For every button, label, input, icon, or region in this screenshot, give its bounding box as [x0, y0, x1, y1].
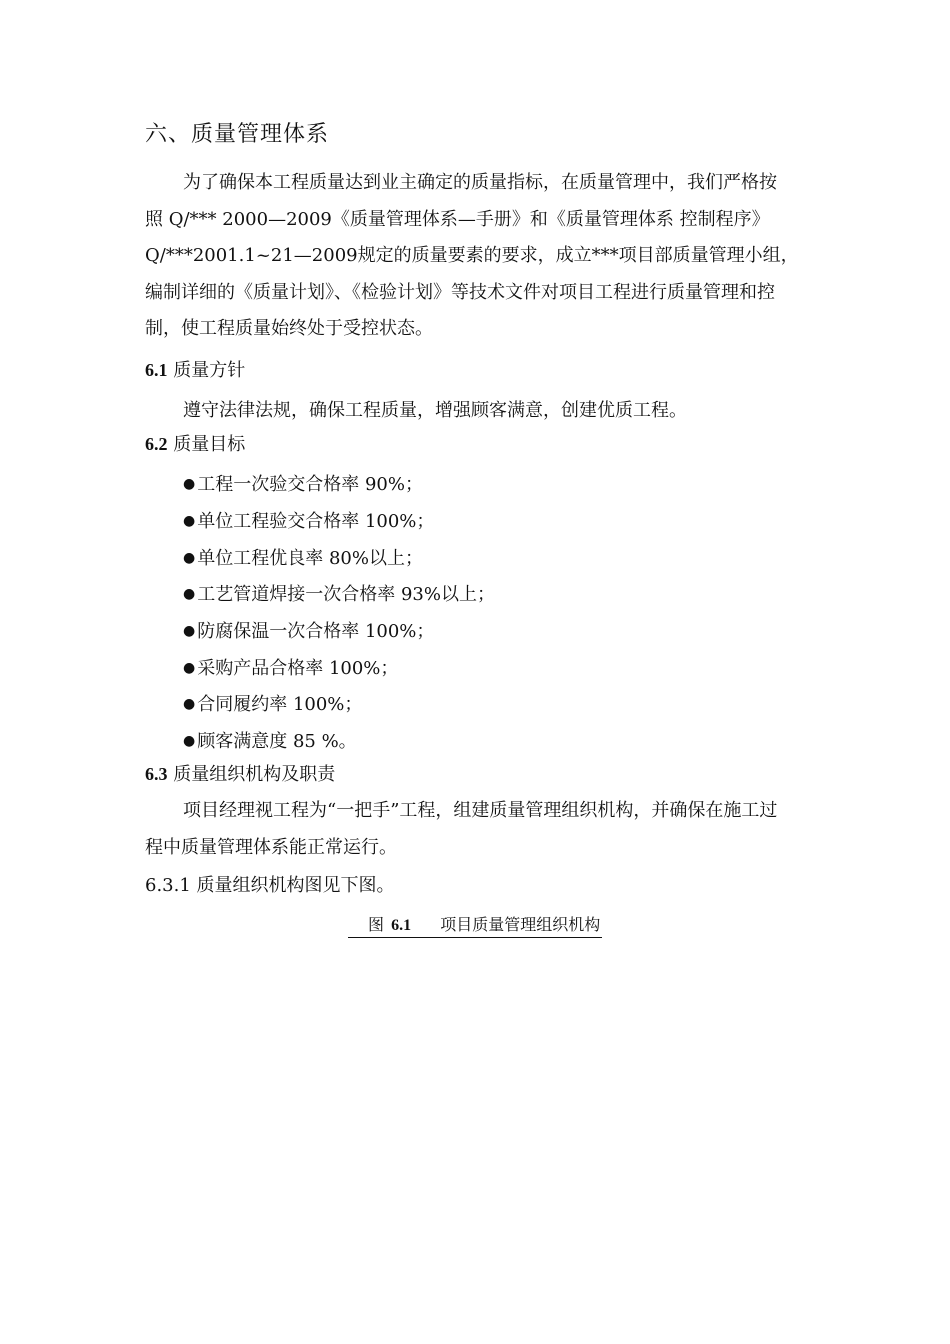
- bullet-icon: ●: [183, 623, 196, 639]
- goal-item: [183, 655, 398, 682]
- figure-label: 图: [368, 915, 385, 934]
- goal-text: 单位工程优良率 80%以上；: [197, 548, 423, 569]
- intro-line: 制，使工程质量始终处于受控状态。: [145, 318, 433, 339]
- section-label: 质量组织机构及职责: [173, 764, 336, 785]
- org-paragraph: [145, 793, 813, 866]
- goal-item: [183, 691, 362, 718]
- goal-item: [183, 618, 434, 645]
- intro-line: 照 Q/*** 2000—2009《质量管理体系—手册》和《质量管理体系 控制程序》: [145, 208, 770, 230]
- goal-item: [183, 728, 357, 755]
- bullet-icon: ●: [183, 696, 196, 712]
- org-line: 项目经理视工程为“一把手”工程，组建质量管理组织机构，并确保在施工过: [183, 800, 778, 821]
- section-label: 质量方针: [173, 360, 246, 381]
- goal-text: 工程一次验交合格率 90%；: [197, 474, 423, 495]
- goal-text: 工艺管道焊接一次合格率 93%以上；: [197, 584, 495, 605]
- bullet-icon: ●: [183, 586, 196, 602]
- bullet-icon: ●: [183, 513, 196, 529]
- section-number: 6.3: [145, 764, 168, 784]
- intro-line: 编制详细的《质量计划》、《检验计划》等技术文件对项目工程进行质量管理和控: [145, 281, 775, 303]
- section-label: 质量目标: [173, 434, 246, 455]
- section-title-6-1: [145, 357, 245, 384]
- goal-item: [183, 545, 423, 572]
- goal-text: 合同履约率 100%；: [197, 694, 363, 715]
- org-line: 程中质量管理体系能正常运行。: [145, 836, 397, 858]
- bullet-icon: ●: [183, 550, 196, 566]
- goal-item: [183, 581, 495, 608]
- goal-item: [183, 471, 423, 498]
- figure-caption: [348, 914, 602, 938]
- goal-text: 单位工程验交合格率 100%；: [197, 511, 435, 532]
- section-number: 6.2: [145, 434, 168, 454]
- intro-paragraph: [145, 165, 813, 348]
- section-number: 6.1: [145, 360, 168, 380]
- bullet-icon: ●: [183, 733, 196, 749]
- goal-text: 防腐保温一次合格率 100%；: [197, 621, 435, 642]
- goal-item: [183, 508, 434, 535]
- subsection-6-3-1: 6.3.1 质量组织机构图见下图。: [145, 875, 395, 896]
- figure-number: 6.1: [391, 917, 412, 934]
- quality-policy-text: 遵守法律法规，确保工程质量，增强顾客满意，创建优质工程。: [183, 400, 687, 421]
- intro-line: Q/***2001.1~21—2009规定的质量要素的要求，成立***项目部质量管理小组，: [145, 245, 799, 266]
- section-title-6-3: [145, 761, 335, 788]
- intro-line: 为了确保本工程质量达到业主确定的质量指标，在质量管理中，我们严格按: [183, 172, 777, 193]
- goal-text: 采购产品合格率 100%；: [197, 658, 399, 679]
- figure-title: 项目质量管理组织机构: [440, 915, 601, 934]
- chapter-heading: 六、质量管理体系: [145, 122, 330, 147]
- bullet-icon: ●: [183, 660, 196, 676]
- bullet-icon: ●: [183, 476, 196, 492]
- section-title-6-2: [145, 431, 245, 458]
- goal-text: 顾客满意度 85 %。: [197, 731, 357, 752]
